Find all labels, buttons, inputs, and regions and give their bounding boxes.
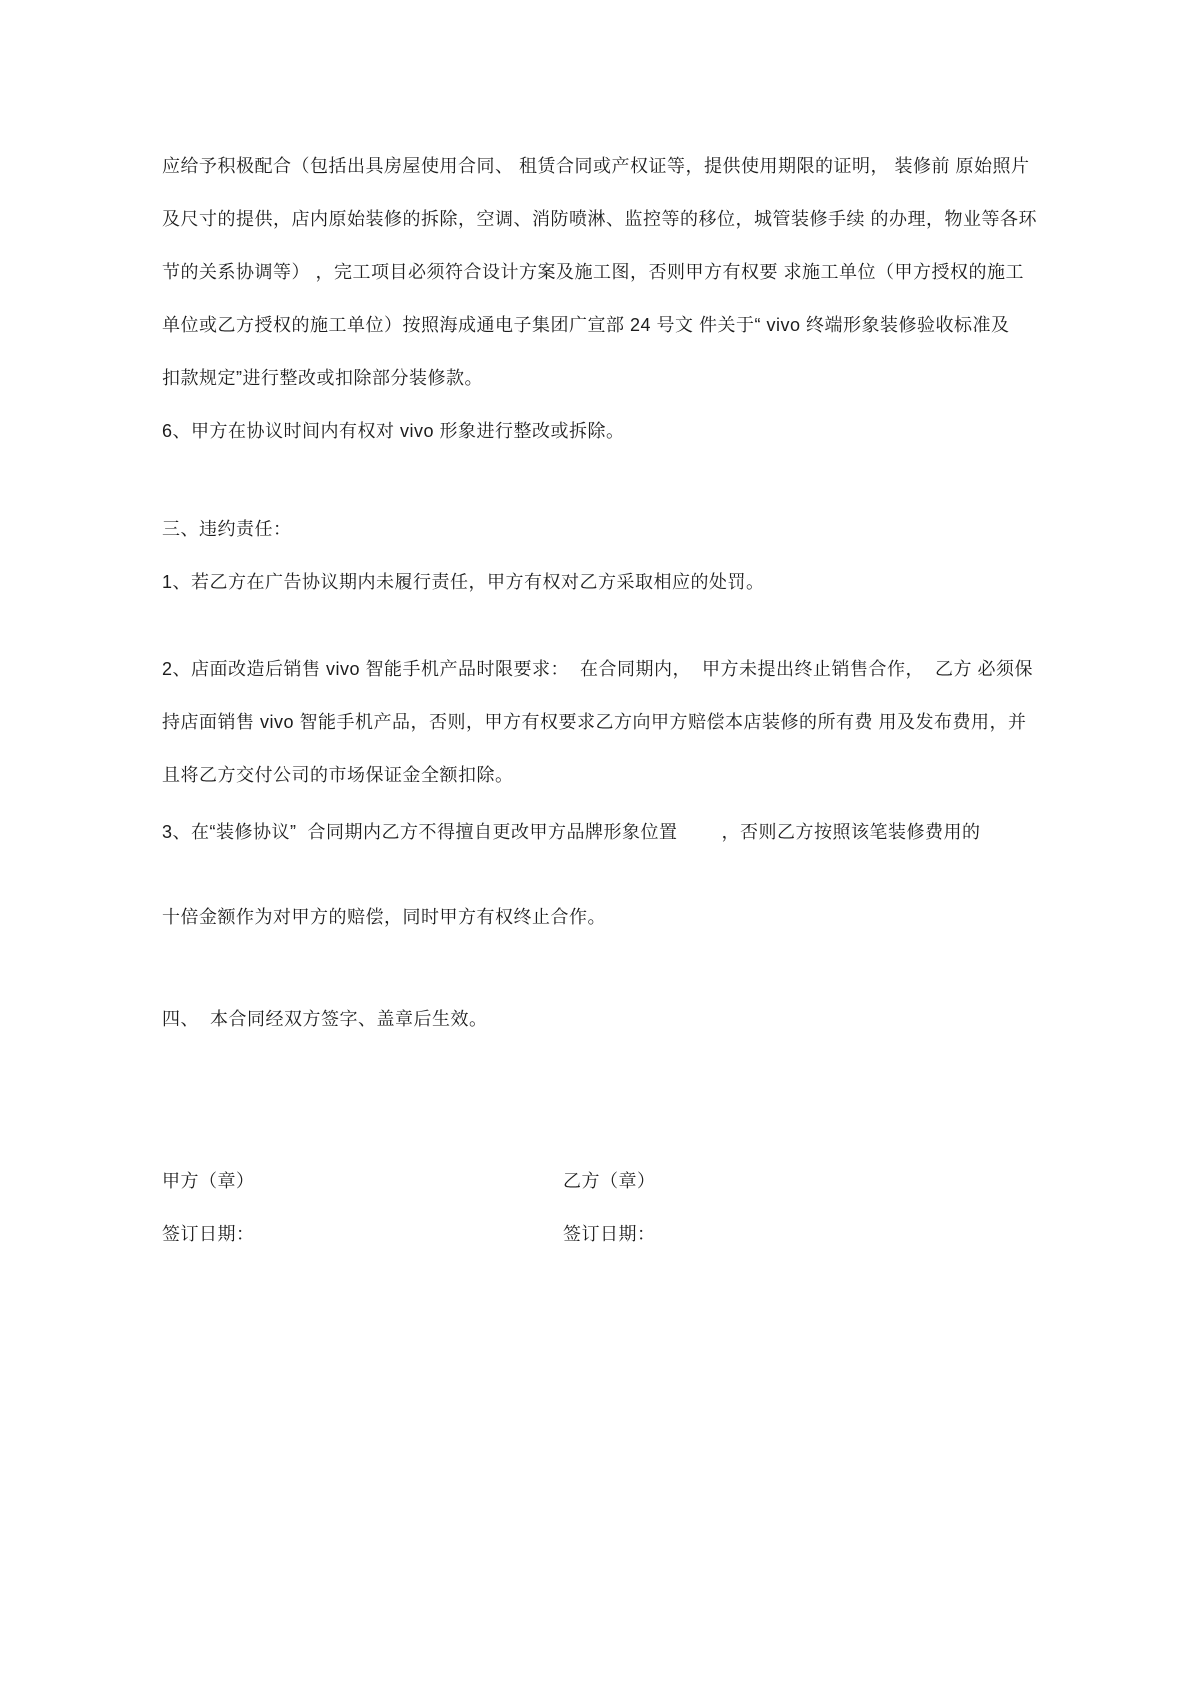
section-4-heading: 四、 本合同经双方签字、盖章后生效。: [162, 1009, 488, 1029]
paragraph-line: 单位或乙方授权的施工单位）按照海成通电子集团广宣部 24 号文 件关于“ vivo 终端形象装修验收标准及: [162, 315, 1010, 335]
paragraph-line: 节的关系协调等） ，完工项目必须符合设计方案及施工图，否则甲方有权要 求施工单位（甲方授权的施工: [162, 262, 1024, 282]
clause-3-1-line: 1、若乙方在广告协议期内未履行责任，甲方有权对乙方采取相应的处罚。: [162, 572, 765, 592]
paragraph-line: 扣款规定”进行整改或扣除部分装修款。: [162, 368, 483, 388]
section-3-heading: 三、违约责任：: [162, 519, 292, 539]
party-b-sign-date-label: 签订日期：: [563, 1224, 656, 1244]
signature-block: [162, 1155, 1042, 1261]
clause-3-3-line: 十倍金额作为对甲方的赔偿，同时甲方有权终止合作。: [162, 907, 606, 927]
clause-6-line: 6、甲方在协议时间内有权对 vivo 形象进行整改或拆除。: [162, 421, 625, 441]
contract-body: [162, 140, 1042, 1261]
paragraph-line: 应给予积极配合（包括出具房屋使用合同、 租赁合同或产权证等，提供使用期限的证明， 装修前 原始照片: [162, 156, 1030, 176]
party-a-seal-label: 甲方（章）: [162, 1171, 255, 1191]
seal-row: [162, 1155, 1042, 1208]
clause-3-2-line: 2、店面改造后销售 vivo 智能手机产品时限要求： 在合同期内， 甲方未提出终止销售合作， 乙方 必须保: [162, 659, 1034, 679]
clause-3-2-line: 且将乙方交付公司的市场保证金全额扣除。: [162, 765, 514, 785]
sign-date-row: [162, 1208, 1042, 1261]
paragraph-line: 及尺寸的提供，店内原始装修的拆除，空调、消防喷淋、监控等的移位，城管装修手续 的办理，物业等各环: [162, 209, 1037, 229]
party-a-sign-date-label: 签订日期：: [162, 1224, 255, 1244]
clause-3-3-line: 3、在“装修协议” 合同期内乙方不得擅自更改甲方品牌形象位置 ，否则乙方按照该笔装修费用的: [162, 822, 981, 842]
party-b-seal-label: 乙方（章）: [563, 1171, 656, 1191]
clause-3-2-line: 持店面销售 vivo 智能手机产品，否则，甲方有权要求乙方向甲方赔偿本店装修的所有费 用及发布费用，并: [162, 712, 1027, 732]
